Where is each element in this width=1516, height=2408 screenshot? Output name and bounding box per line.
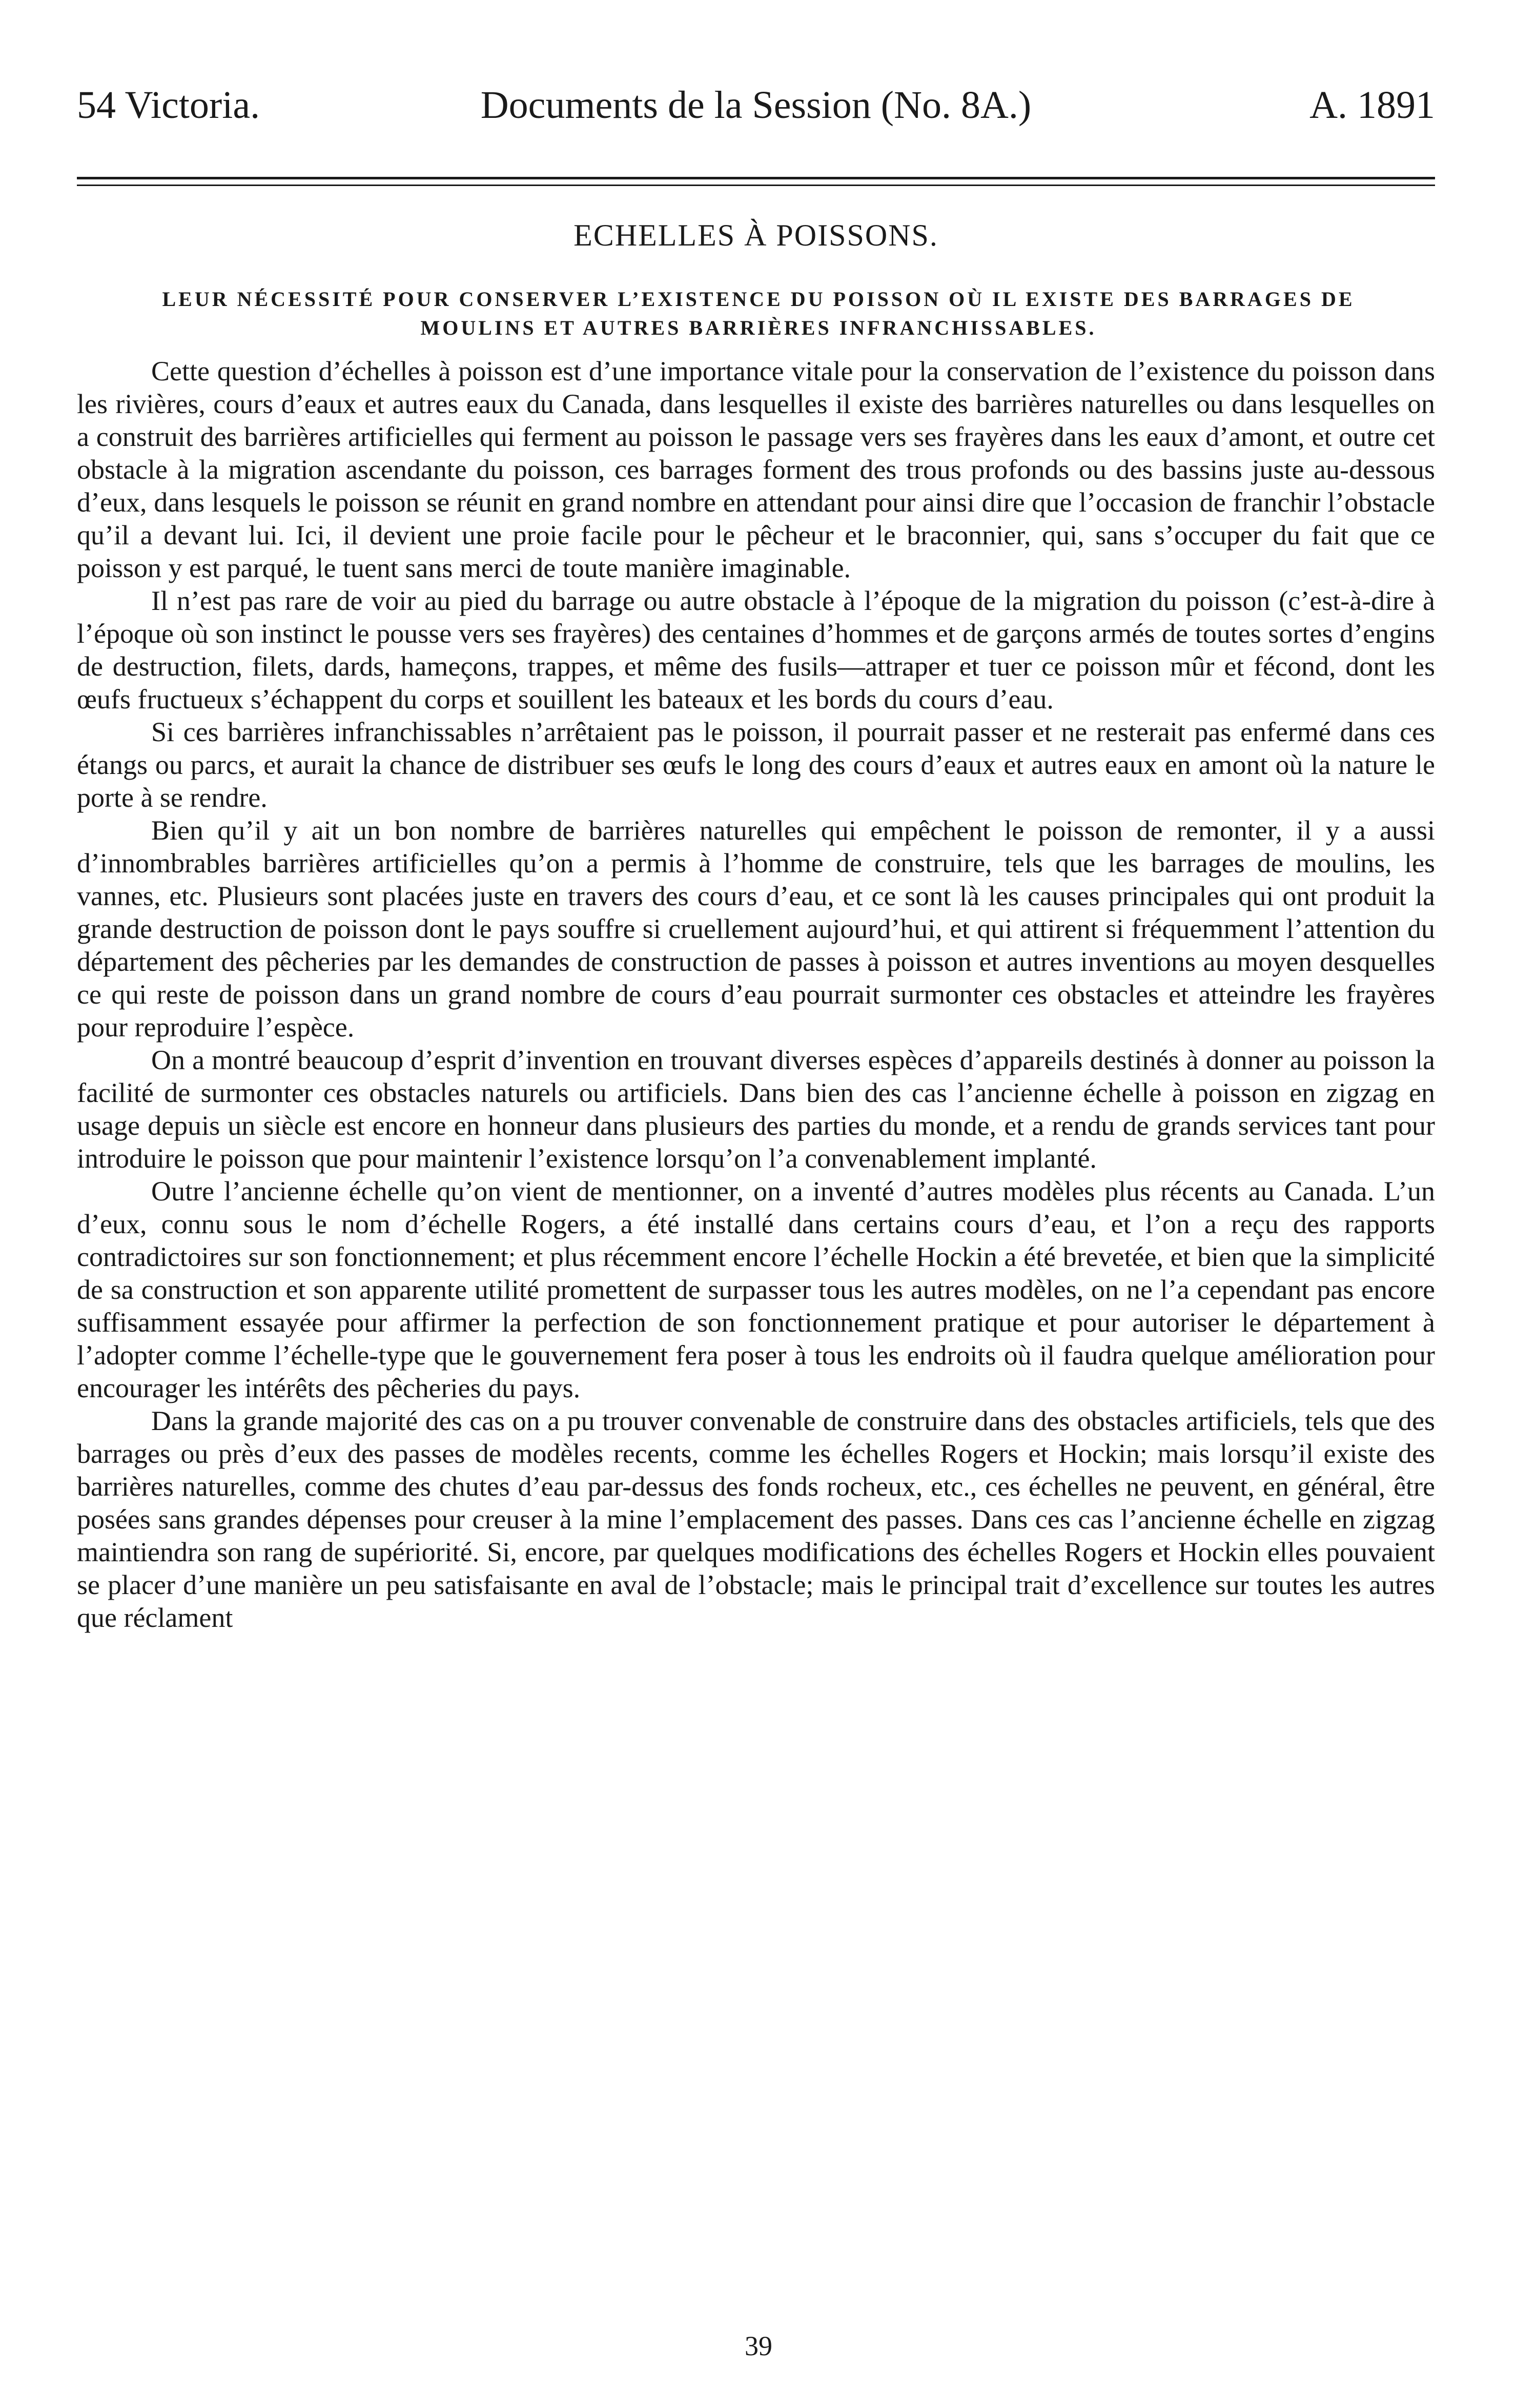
paragraph: Bien qu’il y ait un bon nombre de barrières naturelles qui empêchent le poisson de remonter, il y a aussi d’innombrables barrières artificielles qu’on a permis à l’homme de construire, tels que les barrages de moulins, les vannes, etc. Plusieurs sont placées juste en travers des cours d’eau, et ce sont là les causes principales qui ont produit la grande destruction de poisson dont le pays souffre si cruellement aujourd’hui, et qui attirent si fréquemment l’attention du département des pêcheries par les demandes de construction de passes à poisson et autres inventions au moyen desquelles ce qui reste de poisson dans un grand nombre de cours d’eau pourrait surmonter ces obstacles et atteindre les frayères pour reproduire l’espèce. xyxy=(77,815,1435,1043)
header-rule-thick xyxy=(77,177,1435,179)
article-title: ECHELLES À POISSONS. xyxy=(573,218,938,252)
paragraph: Outre l’ancienne échelle qu’on vient de mentionner, on a inventé d’autres modèles plus récents au Canada. L’un d’eux, connu sous le nom d’échelle Rogers, a été installé dans certains cours d’eau, et l’on a reçu des rapports contradictoires sur son fonctionnement; et plus récemment encore l’échelle Hockin a été brevetée, et bien que la simplicité de sa construction et son apparente utilité promettent de surpasser tous les autres modèles, on ne l’a cependant pas encore suffisamment essayée pour affirmer la perfection de son fonctionnement pratique et pour autoriser le département à l’adopter comme l’échelle-type que le gouvernement fera poser à tous les endroits où il faudra quelque amélioration pour encourager les intérêts des pêcheries du pays. xyxy=(77,1176,1435,1403)
paragraph: Il n’est pas rare de voir au pied du barrage ou autre obstacle à l’époque de la migration du poisson (c’est-à-dire à l’époque où son instinct le pousse vers ses frayères) des centaines d’hommes et de garçons armés de toutes sortes d’engins de destruction, filets, dards, hameçons, trappes, et même des fusils—attraper et tuer ce poisson mûr et fécond, dont les œufs fructueux s’échappent du corps et souillent les bateaux et les bords du cours d’eau. xyxy=(77,585,1435,715)
paragraph: On a montré beaucoup d’esprit d’invention en trouvant diverses espèces d’appareils destinés à donner au poisson la facilité de surmonter ces obstacles naturels ou artificiels. Dans bien des cas l’ancienne échelle à poisson en zigzag en usage depuis un siècle est encore en honneur dans plusieurs des parties du monde, et a rendu de grands services tant pour introduire le poisson que pour maintenir l’existence lorsqu’on l’a convenablement implanté. xyxy=(77,1045,1435,1174)
document-series: Documents de la Session (No. 8A.) xyxy=(480,84,1032,127)
article-subtitle: LEUR NÉCESSITÉ POUR CONSERVER L’EXISTENCE DU POISSON OÙ IL EXISTE DES BARRAGES DE MOULINS ET AUTRES BARRIÈRES INFRANCHISSABLES. xyxy=(162,288,1355,339)
page-number: 39 xyxy=(745,2331,772,2361)
paragraph: Si ces barrières infranchissables n’arrêtaient pas le poisson, il pourrait passer et ne resterait pas enfermé dans ces étangs ou parcs, et aurait la chance de distribuer ses œufs le long des cours d’eaux et autres eaux en amont où la nature le porte à se rendre. xyxy=(77,717,1435,813)
article-body xyxy=(77,355,1435,1634)
header-rule-thin xyxy=(77,185,1435,186)
running-head xyxy=(77,77,1435,133)
paragraph: Cette question d’échelles à poisson est d’une importance vitale pour la conservation de l’existence du poisson dans les rivières, cours d’eaux et autres eaux du Canada, dans lesquelles il existe des barrières naturelles ou dans lesquelles on a construit des barrières artificielles qui ferment au poisson le passage vers ses frayères dans les eaux d’amont, et outre cet obstacle à la migration ascendante du poisson, ces barrages forment des trous profonds ou des bassins juste au-dessous d’eux, dans lesquels le poisson se réunit en grand nombre en attendant pour ainsi dire que l’occasion de franchir l’obstacle qu’il a devant lui. Ici, il devient une proie facile pour le pêcheur et le braconnier, qui, sans s’occuper du fait que ce poisson y est parqué, le tuent sans merci de toute manière imaginable. xyxy=(77,356,1435,583)
paragraph: Dans la grande majorité des cas on a pu trouver convenable de construire dans des obstacles artificiels, tels que des barrages ou près d’eux des passes de modèles recents, comme les échelles Rogers et Hockin; mais lorsqu’il existe des barrières naturelles, comme des chutes d’eau par-dessus des fonds rocheux, etc., ces échelles ne peuvent, en général, être posées sans grandes dépenses pour creuser à la mine l’emplacement des passes. Dans ces cas l’ancienne échelle en zigzag maintiendra son rang de supériorité. Si, encore, par quelques modifications des échelles Rogers et Hockin elles pouvaient se placer d’une manière un peu satisfaisante en aval de l’obstacle; mais le principal trait d’excellence sur toutes les autres que réclament xyxy=(77,1405,1435,1633)
session-year: 54 Victoria. xyxy=(77,84,260,127)
publication-year: A. 1891 xyxy=(1309,84,1435,127)
